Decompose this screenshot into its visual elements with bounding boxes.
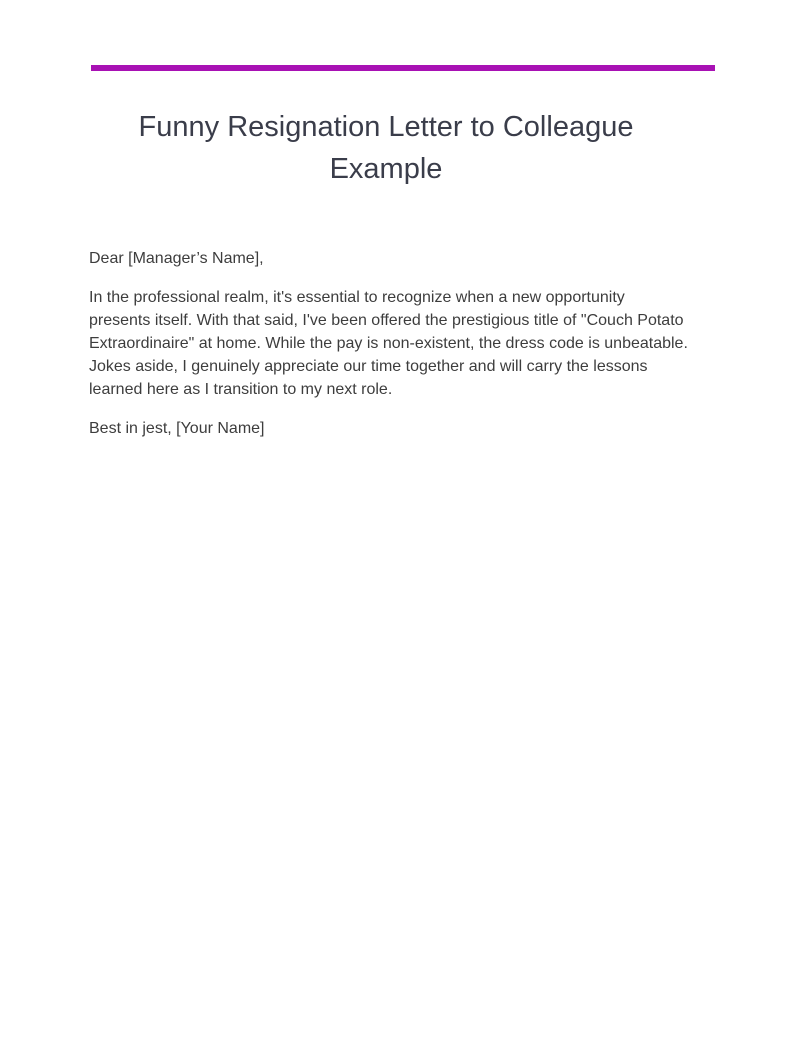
letter-body — [89, 247, 689, 456]
document-title: Funny Resignation Letter to Colleague Example — [138, 111, 634, 185]
salutation: Dear [Manager’s Name], — [89, 250, 264, 267]
body-paragraph: In the professional realm, it's essential to recognize when a new opportunity presents itself. With that said, I've been offered the prestigious title of "Couch Potato Extraordinaire" at home. While the pay is non-existent, the dress code is unbeatable. Jokes aside, I genuinely appreciate our time together and will carry the lessons learned here as I transition to my next role. — [89, 289, 688, 398]
closing: Best in jest, [Your Name] — [89, 420, 265, 437]
accent-bar — [91, 65, 715, 71]
